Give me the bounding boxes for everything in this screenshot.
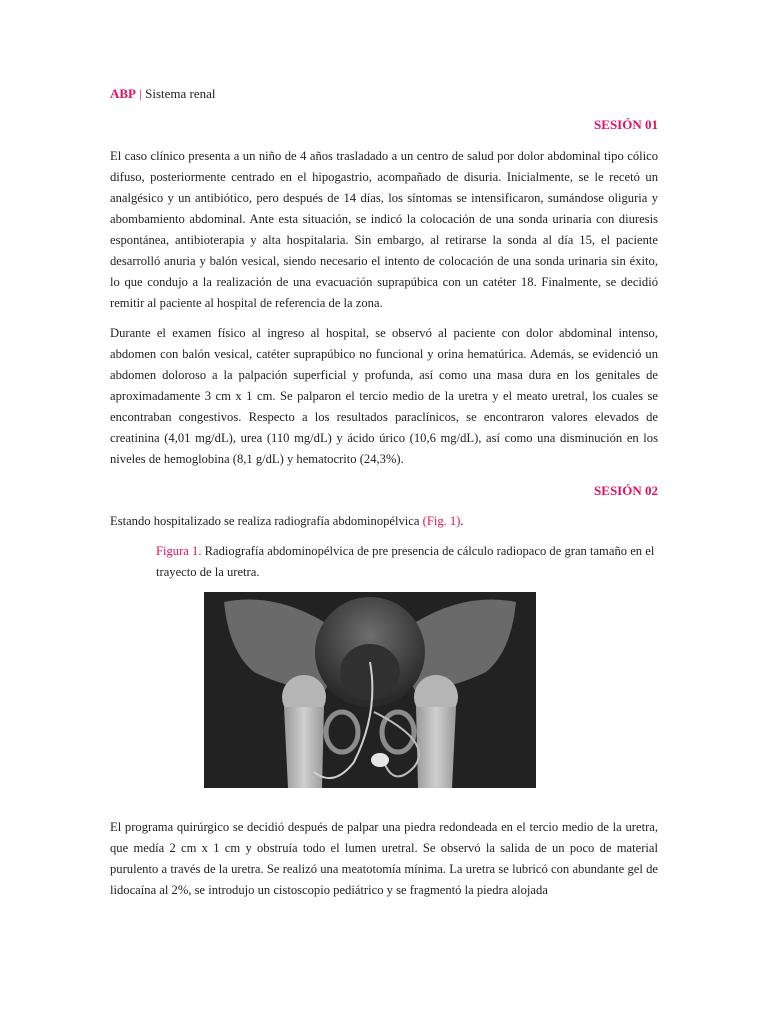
session-02-title: SESIÓN 02 — [594, 483, 658, 498]
xray-drawing — [204, 592, 536, 788]
figure-caption — [156, 541, 658, 583]
intro-text: Estando hospitalizado se realiza radiografía abdominopélvica — [110, 514, 420, 528]
session-01-title: SESIÓN 01 — [594, 117, 658, 132]
paragraph-case-presentation: El caso clínico presenta a un niño de 4 años trasladado a un centro de salud por dolor abdominal tipo cólico difuso, posteriormente centrado en el hipogastrio, acompañado de disuria. Inicialmente, se le recetó un analgésico y un antibiótico, pero después de 14 días, los síntomas se intensificaron, sumándose oliguria y abombamiento abdominal. Ante esta situación, se indicó la colocación de una sonda urinaria con diuresis espontánea, antibioterapia y alta hospitalaria. Sin embargo, al retirarse la sonda al día 15, el paciente desarrolló anuria y balón vesical, siendo necesario el intento de colocación de una sonda urinaria sin éxito, lo que condujo a la realización de una evacuación suprapúbica con un catéter 18. Finalmente, se decidió remitir al paciente al hospital de referencia de la zona. — [110, 149, 658, 310]
document-header — [110, 86, 216, 102]
header-subject: Sistema renal — [145, 86, 216, 101]
paragraph-physical-exam: Durante el examen físico al ingreso al hospital, se observó al paciente con dolor abdominal intenso, abdomen con balón vesical, catéter suprapúbico no funcional y orina hematúrica. Además, se evidenció un abdomen doloroso a la palpación superficial y profunda, así como una masa dura en los genitales de aproximadamente 3 cm x 1 cm. Se palparon el tercio medio de la uretra y el meato uretral, los cuales se encontraban congestivos. Respecto a los resultados paraclínicos, se encontraron valores elevados de creatinina (4,01 mg/dL), urea (110 mg/dL) y ácido úrico (10,6 mg/dL), así como una disminución en los niveles de hemoglobina (8,1 g/dL) y hematocrito (24,3%). — [110, 326, 658, 466]
intro-end: . — [460, 514, 464, 528]
header-abp: ABP — [110, 86, 136, 101]
figure-reference-link[interactable]: (Fig. 1) — [422, 514, 461, 528]
paragraph-surgery: El programa quirúrgico se decidió después de palpar una piedra redondeada en el tercio medio de la uretra, que medía 2 cm x 1 cm y obstruía todo el lumen uretral. Se observó la salida de un poco de material purulento a través de la uretra. Se realizó una meatotomía mínima. La uretra se lubricó con abundante gel de lidocaína al 2%, se introdujo un cistoscopio pediátrico y se fragmentó la piedra alojada — [110, 820, 658, 897]
xray-image — [204, 592, 536, 788]
figure-caption-text: Radiografía abdominopélvica de pre presencia de cálculo radiopaco de gran tamaño en el trayecto de la uretra. — [156, 544, 655, 579]
figure-label: Figura 1. — [156, 544, 202, 558]
paragraph-radiography-intro — [110, 511, 658, 532]
header-separator: | — [139, 86, 142, 101]
